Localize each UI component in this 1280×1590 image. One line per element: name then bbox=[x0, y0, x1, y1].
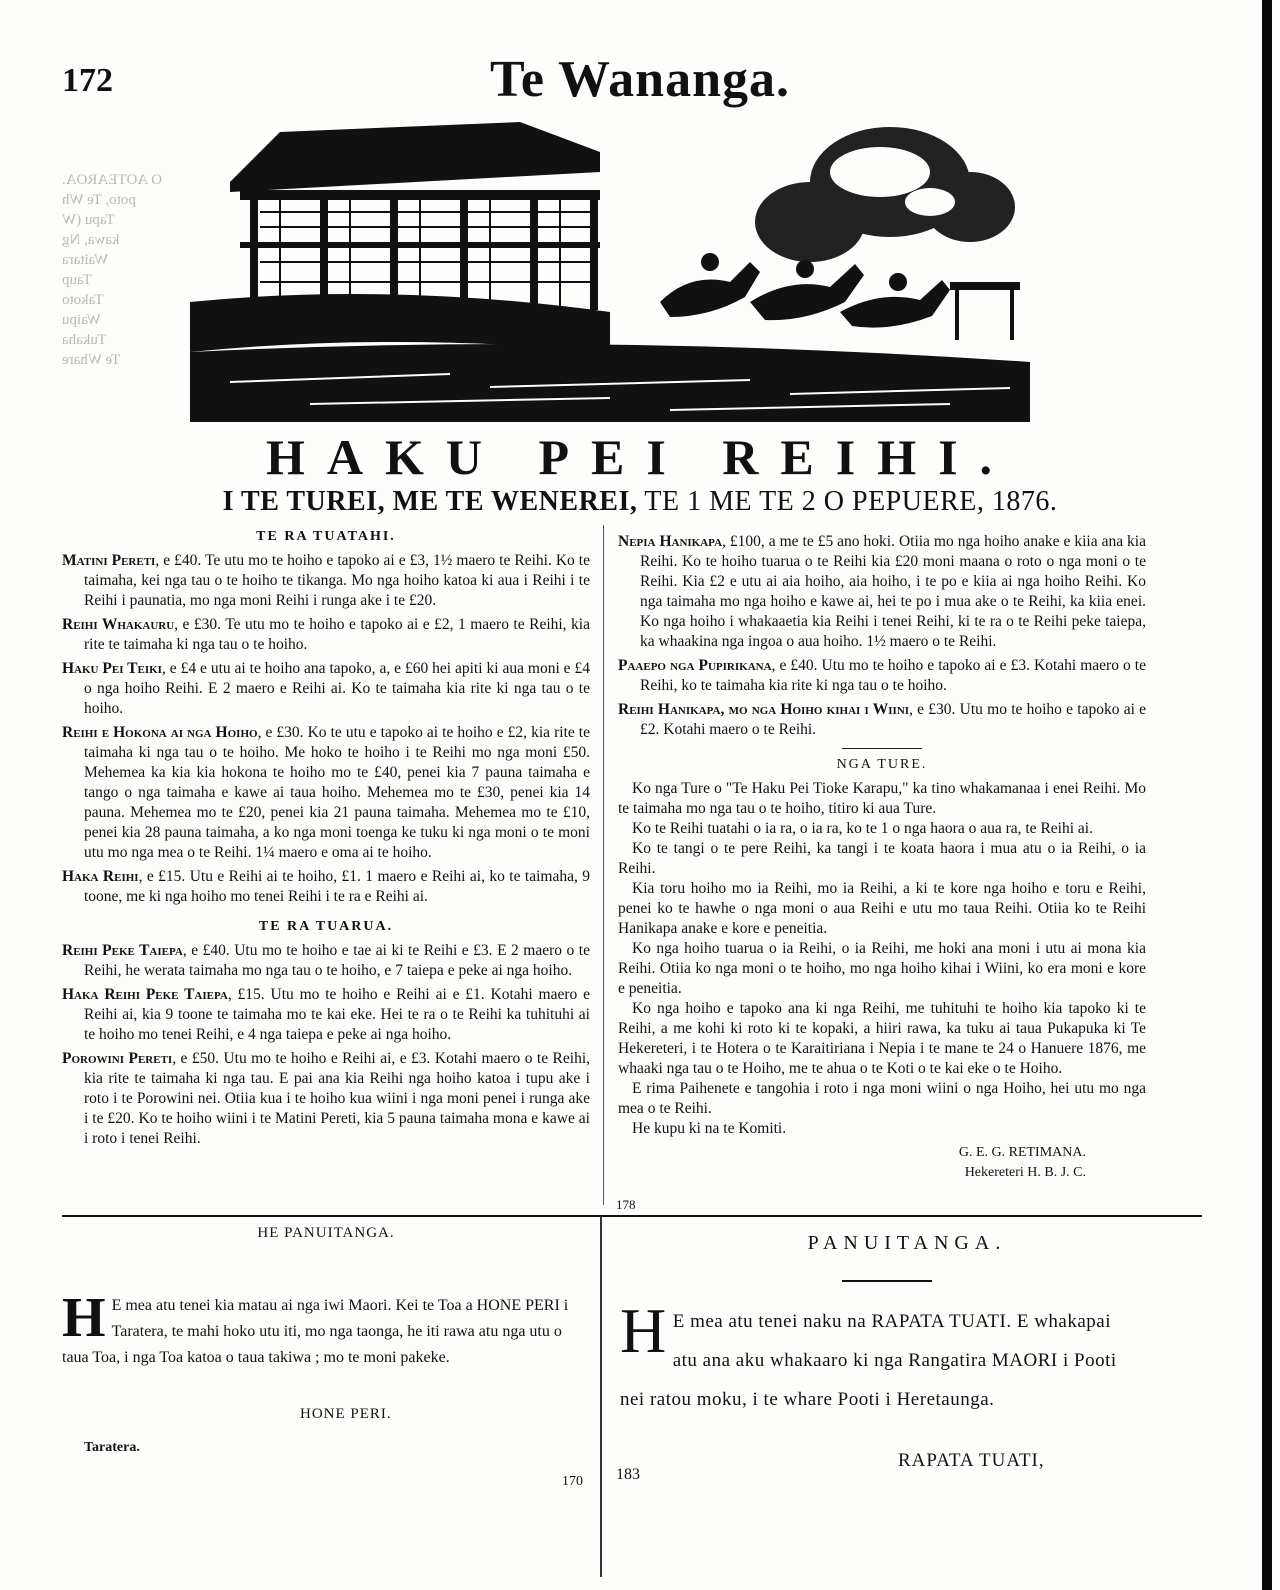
race-text: , £100, a me te £5 ano hoki. Otiia mo nga hoiho anake e kiia ana kia Reihi. Ko te hoiho tuarua o te Reihi kia £20 moni maana o roto o nga moni o te Reihi. Kia £2 e utu ai aia hoiho, aia hoiho, i te po e kiia ai nga hoiho Reihi. Ko nga taimaha mo nga hoiho e kawe ai, hei te po i mua ake o te Reihi, ka kiia enei. Ko nga hoiho i whakaaetia kia Reihi i tenei Reihi, ki te ra o te Reihi peke taiepa, ka whaakina nga ingoa o aua hoiho. 1½ maero o te Reihi. bbox=[640, 533, 1146, 650]
race-name: Reihi Hanikapa, mo nga Hoiho kihai i Wiini bbox=[618, 701, 910, 718]
advert-divider bbox=[600, 1217, 602, 1577]
dateline bbox=[0, 486, 1280, 518]
race-entry bbox=[62, 615, 590, 655]
right-column bbox=[618, 532, 1146, 1183]
dateline-date: TE 1 ME TE 2 O PEPUERE, 1876. bbox=[644, 486, 1058, 517]
advert-body-left bbox=[62, 1287, 590, 1371]
race-entry bbox=[618, 700, 1146, 740]
race-text: , e £30. Ko te utu e tapoko ai te hoiho e £2, kia rite te taimaha ki nga tau o te hoiho. Me hoko te hoiho i te Reihi mo nga moni £50. Mehemea ka kia kia hokona te hoiho mo te £40, penei kia 7 pauna taimaha e tango o nga taimaha e kawe ai taua hoiho. Mehemea mo te £30, penei kia 14 pauna. Mehemea mo te £20, penei kia 21 pauna taimaha. Mehemea mo te £10, penei kia 28 pauna taimaha, a ko nga moni toenga ke tuku ki nga moni o te moni utu mo nga mea o te Reihi. 1¼ maero e oma ai te hoiho. bbox=[84, 724, 590, 861]
race-text: , e £30. Utu mo te hoiho e tapoko ai e £2. Kotahi maero o te Reihi. bbox=[640, 701, 1147, 738]
race-text: , e £15. Utu e Reihi ai te hoiho, £1. 1 maero e Reihi ai, ko te taimaha, 9 toone, me ki nga hoiho mo tenei Reihi i te ra e Reihi ai. bbox=[84, 868, 590, 905]
section-rule bbox=[842, 748, 922, 749]
horizontal-rule bbox=[62, 1215, 1202, 1217]
race-name: Reihi Whakauru bbox=[62, 616, 175, 633]
race-name: Reihi Peke Taiepa bbox=[62, 942, 183, 959]
race-entry bbox=[62, 941, 590, 981]
race-text: , e £50. Utu mo te hoiho e Reihi ai, e £3. Kotahi maero o te Reihi, kia rite te taimaha ki nga tau. E pai ana kia Reihi nga hoiho katoa i tupu ake i roto i te Porowini nei. Otiia kua i te hoiho kua wiini i nga moni penei i runga ake i te £20. Ko te hoiho wiini i te Matini Pereti, kia 5 pauna taimaha mona e kawe ai i roto i tenei Reihi. bbox=[84, 1050, 591, 1147]
advert-signature-left: HONE PERI. bbox=[300, 1406, 392, 1422]
race-entry bbox=[62, 659, 590, 719]
race-name: Porowini Pereti bbox=[62, 1050, 173, 1067]
rule-paragraph: Ko te tangi o te pere Reihi, ka tangi i te koata haora i mua atu o ia Reihi, o ia Reihi. bbox=[618, 840, 1146, 877]
race-name: Reihi e Hokona ai nga Hoiho bbox=[62, 724, 258, 741]
race-name: Matini Pereti bbox=[62, 552, 156, 569]
page-number: 172 bbox=[62, 62, 113, 99]
race-text: , e £40. Te utu mo te hoiho e tapoko ai e £3, 1½ maero te Reihi. Ko te taimaha, kei nga tau o te hoiho te tikanga. Mo nga hoiho katoa ki aua i Reihi i te Reihi i paunatia, mo nga moni Reihi i runga ake i te £20. bbox=[84, 552, 590, 609]
rule-paragraph: Kia toru hoiho mo ia Reihi, mo ia Reihi, a ki te kore nga hoiho e toru e Reihi, penei ko te hawhe o nga moni o aua Reihi e utu mo taua Reihi. Otiia ko te Reihi Hanikapa anake e kore e peneitia. bbox=[618, 880, 1146, 937]
race-entry bbox=[62, 985, 590, 1045]
rule-paragraph: Ko te Reihi tuatahi o ia ra, o ia ra, ko te 1 o nga haora o aua ra, te Reihi ai. bbox=[632, 820, 1093, 837]
race-name: Nepia Hanikapa bbox=[618, 533, 723, 550]
race-entry bbox=[618, 532, 1146, 652]
drop-cap: H bbox=[620, 1295, 667, 1366]
race-name: Paaepo nga Pupirikana bbox=[618, 657, 772, 674]
race-text: , e £30. Te utu mo te hoiho e tapoko ai e £2, 1 maero te Reihi, kia rite te taimaha ki nga tau o te hoiho. bbox=[84, 616, 590, 653]
rule-paragraph: Ko nga hoiho tuarua o ia Reihi, o ia Reihi, me hoki ana moni i utu ai mona kia Reihi. Otiia ko nga moni o te hoiho, mo nga hoiho kihai i Wiini, ko era moni e kore e peneitia. bbox=[618, 940, 1146, 997]
rules-heading: NGA TURE. bbox=[836, 757, 928, 772]
left-column bbox=[62, 525, 590, 1153]
drop-cap: H bbox=[62, 1287, 106, 1349]
race-text: , e £40. Utu mo te hoiho e tapoko ai e £3. Kotahi maero o te Reihi, ko te taimaha kia rite ki nga tau o te hoiho. bbox=[640, 657, 1146, 694]
advert-body-right bbox=[620, 1295, 1140, 1419]
advert-heading-right: PANUITANGA. bbox=[807, 1232, 1007, 1254]
race-entry bbox=[618, 656, 1146, 696]
committee-signature-role: Hekereteri H. B. J. C. bbox=[964, 1165, 1086, 1180]
committee-signature: G. E. G. RETIMANA. bbox=[958, 1145, 1086, 1160]
column-divider bbox=[603, 525, 604, 1205]
section-heading-day-one: TE RA TUATAHI. bbox=[256, 529, 396, 544]
page-title: HAKU PEI REIHI. bbox=[265, 429, 1015, 485]
advert-heading-left: HE PANUITANGA. bbox=[257, 1225, 395, 1241]
page-edge-bar bbox=[1262, 0, 1272, 1590]
rule-paragraph: Ko nga hoiho e tapoko ana ki nga Reihi, me tuhituhi te hoiho kia tapoko ki te Reihi, a me kohi ki roto ki te kopaki, a hiiri rawa, ka tuku ai taua Pukapuka ki Te Hekereteri, i te Hotera o te Karaitiriana i Nepia i te mane te 24 o Hanuere 1876, me whaaki nga tau o te Hoiho, me te ahua o te Koti o te kai eke o te Hoiho. bbox=[618, 1000, 1146, 1077]
race-entry bbox=[62, 1049, 590, 1149]
race-entry bbox=[62, 723, 590, 863]
rule-paragraph: Ko nga Ture o "Te Haku Pei Tioke Karapu," ka tino whakamanaa i enei Reihi. Mo te taimaha mo nga tau o te hoiho, titiro ki aua Ture. bbox=[618, 780, 1146, 817]
race-name: Haku Pei Teiki bbox=[62, 660, 162, 677]
racecourse-engraving bbox=[190, 112, 1030, 422]
race-name: Haka Reihi bbox=[62, 868, 139, 885]
masthead: Te Wananga. bbox=[489, 51, 791, 108]
race-text: , e £4 e utu ai te hoiho ana tapoko, a, e £60 hei apiti ki aua moni e £4 o nga hoiho Reihi. E 2 maero e Reihi ai. Ko te taimaha kia rite ki nga tau o te hoiho. bbox=[84, 660, 590, 717]
page-reference: 170 bbox=[562, 1474, 583, 1489]
dateline-days: I TE TUREI, ME TE WENEREI, bbox=[222, 486, 638, 517]
race-name: Haka Reihi Peke Taiepa bbox=[62, 986, 228, 1003]
rule-paragraph: E rima Paihenete e tangohia i roto i nga moni wiini o nga Hoiho, hei utu mo nga mea o te Reihi. bbox=[618, 1080, 1146, 1117]
race-entry bbox=[62, 551, 590, 611]
rule-paragraph: He kupu ki na te Komiti. bbox=[632, 1120, 787, 1137]
advert-place-left: Taratera. bbox=[84, 1440, 140, 1455]
page-reference: 183 bbox=[616, 1466, 640, 1483]
race-text: , e £40. Utu mo te hoiho e tae ai ki te Reihi e £3. E 2 maero o te Reihi, he werata taimaha mo nga tau o te hoiho, e 7 taiepa e peke ai nga hoiho. bbox=[84, 942, 590, 979]
advert-text: E mea atu tenei naku na RAPATA TUATI. E whakapai atu ana aku whakaaro ki nga Rangatira MAORI i Pooti nei ratou moku, i te whare Pooti i Heretaunga. bbox=[620, 1311, 1117, 1410]
advert-text: E mea atu tenei kia matau ai nga iwi Maori. Kei te Toa a HONE PERI i Taratera, te mahi hoko utu iti, mo nga taonga, he iti rawa atu nga utu o taua Toa, i nga Toa katoa o taua takiwa ; mo te moni pakeke. bbox=[62, 1297, 569, 1366]
race-entry bbox=[62, 867, 590, 907]
advert-signature-right: RAPATA TUATI, bbox=[898, 1450, 1045, 1471]
section-heading-day-two: TE RA TUARUA. bbox=[258, 919, 394, 934]
bleed-through-text: O AOTEAROA. poto, Te Wh Tapu (W kawa, Ng Waitara Taup Takoto Waipu Tukaha Te Whare bbox=[62, 172, 162, 368]
page-reference: 178 bbox=[616, 1197, 636, 1212]
section-rule bbox=[842, 1280, 932, 1282]
race-text: , £15. Utu mo te hoiho e Reihi ai e £1. Kotahi maero e Reihi ai, kia 9 toone te taimaha mo te kai eke. Hei te ra o te Reihi ka tuhituhi ai te hoiho mo tenei Reihi, e 4 nga taiepa e peke ai nga hoiho. bbox=[84, 986, 590, 1043]
